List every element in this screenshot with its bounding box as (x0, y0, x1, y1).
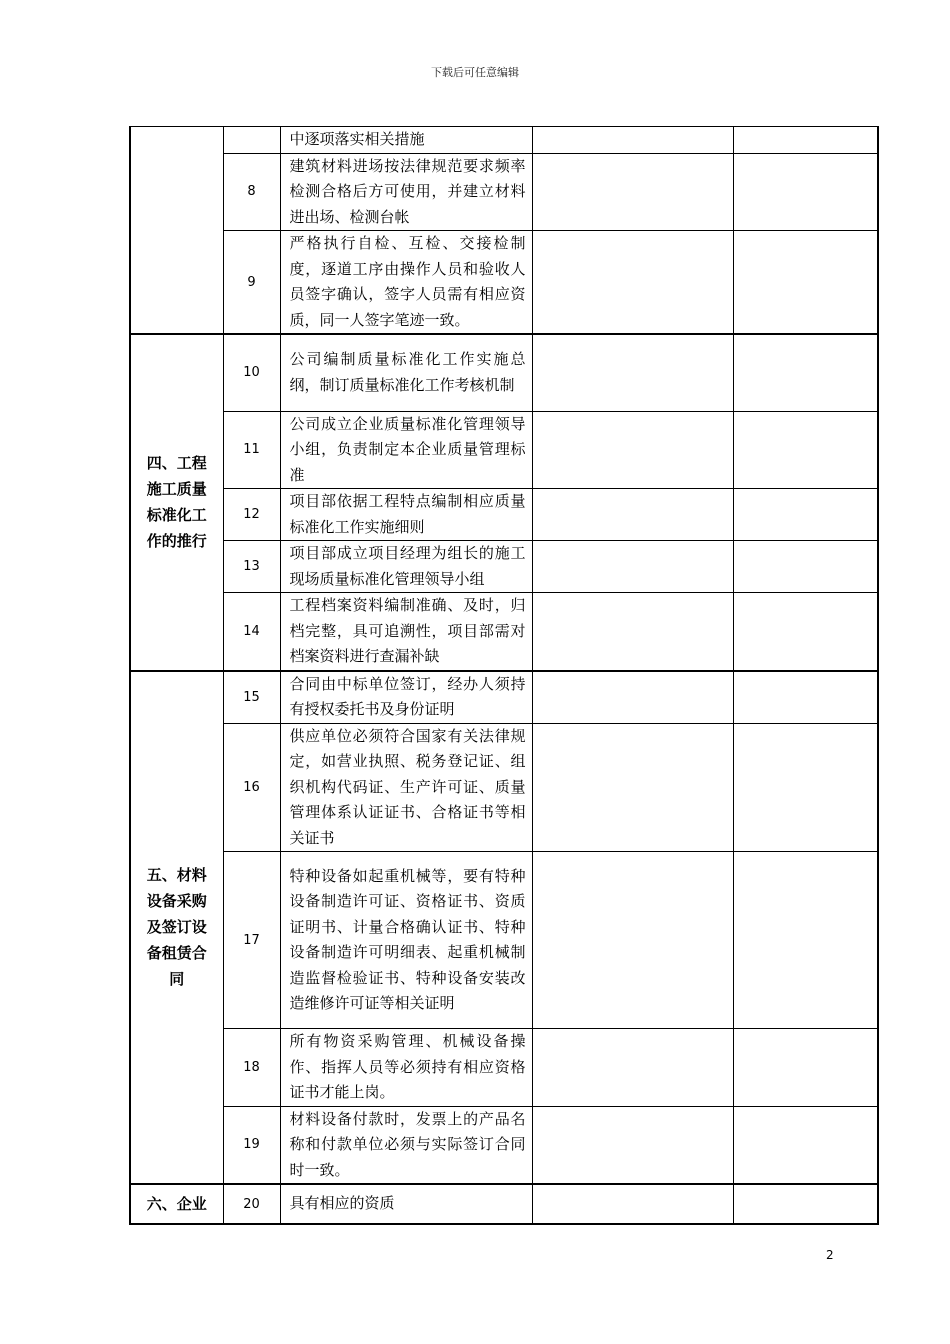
checklist-table (129, 126, 879, 1225)
category-cell: 五、材料设备采购及签订设备租赁合同 (130, 671, 223, 1185)
row-content: 特种设备如起重机械等，要有特种设备制造许可证、资格证书、资质证明书、计量合格确认证书、特种设备制造许可明细表、起重机械制造监督检验证书、特种设备安装改造维修许可证等相关证明 (280, 852, 532, 1029)
table-row (130, 1184, 878, 1224)
row-content: 公司成立企业质量标准化管理领导小组，负责制定本企业质量管理标准 (280, 411, 532, 489)
row-number: 15 (223, 671, 280, 724)
blank-cell (532, 1106, 733, 1184)
blank-cell (532, 541, 733, 593)
row-content: 建筑材料进场按法律规范要求频率检测合格后方可使用，并建立材料进出场、检测台帐 (280, 153, 532, 231)
blank-cell (733, 231, 878, 335)
row-content: 公司编制质量标准化工作实施总纲，制订质量标准化工作考核机制 (280, 334, 532, 411)
blank-cell (733, 127, 878, 154)
blank-cell (733, 411, 878, 489)
row-content: 项目部成立项目经理为组长的施工现场质量标准化管理领导小组 (280, 541, 532, 593)
table-row (130, 1029, 878, 1107)
category-cell: 六、企业 (130, 1184, 223, 1224)
row-number: 11 (223, 411, 280, 489)
blank-cell (733, 723, 878, 852)
table-row (130, 334, 878, 411)
row-content: 工程档案资料编制准确、及时，归档完整，具可追溯性，项目部需对档案资料进行查漏补缺 (280, 593, 532, 671)
blank-cell (532, 1184, 733, 1224)
row-number: 12 (223, 489, 280, 541)
row-number: 16 (223, 723, 280, 852)
row-number: 14 (223, 593, 280, 671)
row-number: 17 (223, 852, 280, 1029)
table-row (130, 231, 878, 335)
row-content: 所有物资采购管理、机械设备操作、指挥人员等必须持有相应资格证书才能上岗。 (280, 1029, 532, 1107)
blank-cell (532, 723, 733, 852)
blank-cell (532, 411, 733, 489)
table-row (130, 153, 878, 231)
blank-cell (532, 593, 733, 671)
table-row (130, 541, 878, 593)
row-number: 9 (223, 231, 280, 335)
table-row (130, 489, 878, 541)
table-row (130, 1106, 878, 1184)
blank-cell (733, 593, 878, 671)
blank-cell (532, 852, 733, 1029)
row-number: 20 (223, 1184, 280, 1224)
row-content: 供应单位必须符合国家有关法律规定，如营业执照、税务登记证、组织机构代码证、生产许可证、质量管理体系认证证书、合格证书等相关证书 (280, 723, 532, 852)
blank-cell (733, 671, 878, 724)
category-cell: 四、工程施工质量标准化工作的推行 (130, 334, 223, 671)
blank-cell (532, 153, 733, 231)
row-number (223, 127, 280, 154)
blank-cell (733, 334, 878, 411)
blank-cell (532, 671, 733, 724)
blank-cell (733, 1184, 878, 1224)
row-content: 具有相应的资质 (280, 1184, 532, 1224)
row-number: 10 (223, 334, 280, 411)
blank-cell (733, 489, 878, 541)
category-cell (130, 127, 223, 335)
blank-cell (532, 489, 733, 541)
row-content: 合同由中标单位签订，经办人须持有授权委托书及身份证明 (280, 671, 532, 724)
row-number: 18 (223, 1029, 280, 1107)
blank-cell (733, 852, 878, 1029)
table-row (130, 852, 878, 1029)
page-number: 2 (826, 1248, 834, 1262)
row-number: 19 (223, 1106, 280, 1184)
row-content: 材料设备付款时，发票上的产品名称和付款单位必须与实际签订合同时一致。 (280, 1106, 532, 1184)
table-row (130, 127, 878, 154)
blank-cell (733, 541, 878, 593)
row-content: 严格执行自检、互检、交接检制度，逐道工序由操作人员和验收人员签字确认，签字人员需有相应资质，同一人签字笔迹一致。 (280, 231, 532, 335)
blank-cell (532, 334, 733, 411)
page-header: 下载后可任意编辑 (431, 66, 519, 79)
table-row (130, 411, 878, 489)
blank-cell (532, 1029, 733, 1107)
blank-cell (733, 1029, 878, 1107)
blank-cell (733, 153, 878, 231)
row-number: 8 (223, 153, 280, 231)
table-row (130, 671, 878, 724)
row-content: 项目部依据工程特点编制相应质量标准化工作实施细则 (280, 489, 532, 541)
blank-cell (532, 127, 733, 154)
table-row (130, 593, 878, 671)
table-row (130, 723, 878, 852)
row-number: 13 (223, 541, 280, 593)
row-content: 中逐项落实相关措施 (280, 127, 532, 154)
blank-cell (532, 231, 733, 335)
blank-cell (733, 1106, 878, 1184)
